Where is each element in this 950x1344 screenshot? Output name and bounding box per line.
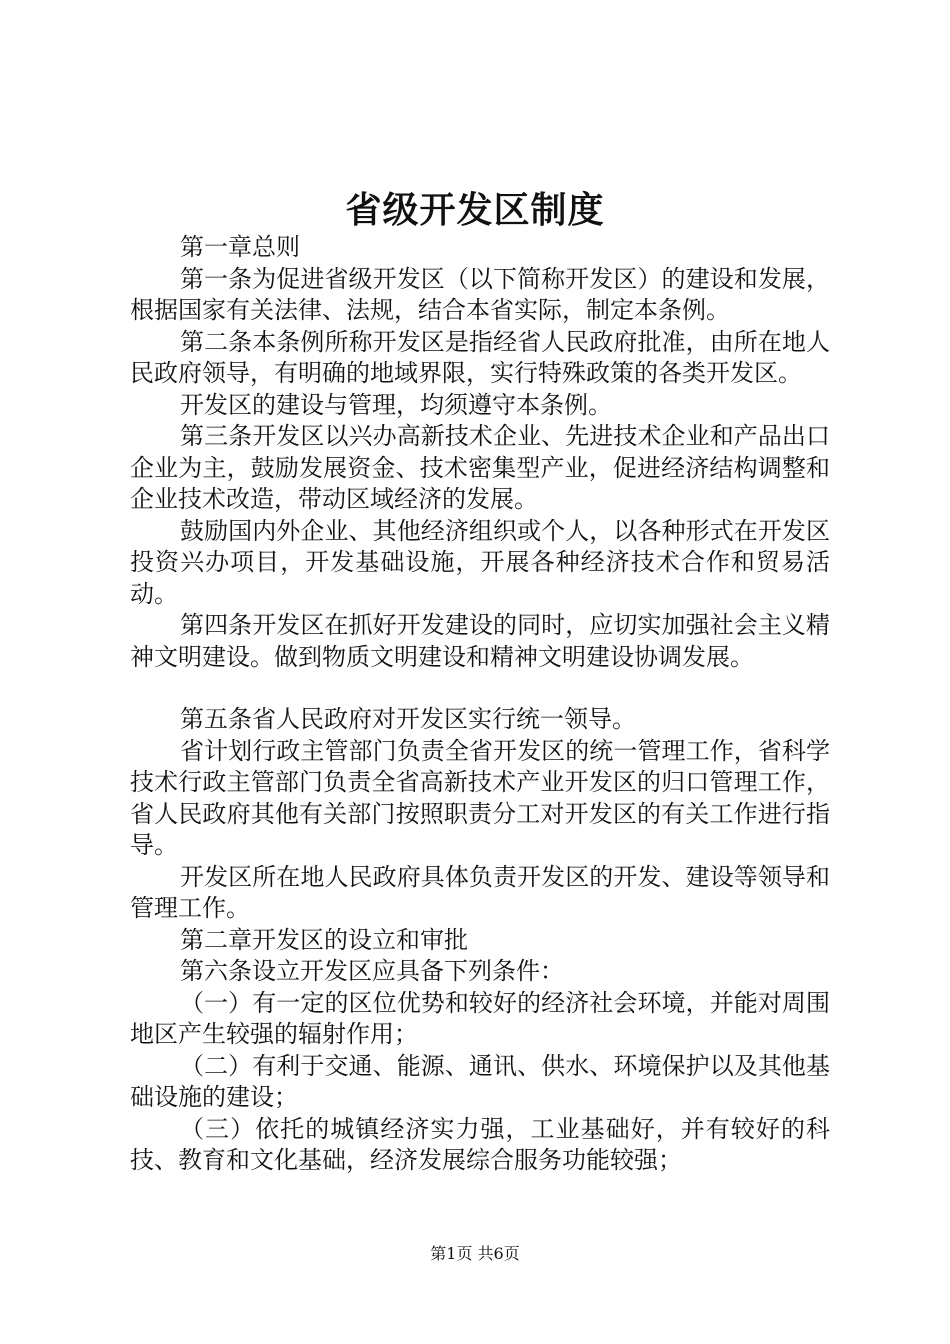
- paragraph: 第二条本条例所称开发区是指经省人民政府批准，由所在地人民政府领导，有明确的地域界限，实行特殊政策的各类开发区。: [130, 327, 830, 387]
- page-number: 第1页 共6页: [430, 1244, 520, 1263]
- document-body: [130, 232, 830, 1177]
- paragraph: 第五条省人民政府对开发区实行统一领导。: [180, 705, 636, 733]
- paragraph: 第四条开发区在抓好开发建设的同时，应切实加强社会主义精神文明建设。做到物质文明建设和精神文明建设协调发展。: [130, 611, 830, 671]
- paragraph: 第三条开发区以兴办高新技术企业、先进技术企业和产品出口企业为主，鼓励发展资金、技术密集型产业，促进经济结构调整和企业技术改造，带动区域经济的发展。: [130, 422, 830, 513]
- paragraph: 第一条为促进省级开发区（以下简称开发区）的建设和发展，根据国家有关法律、法规，结合本省实际，制定本条例。: [130, 264, 830, 324]
- list-item: （二）有利于交通、能源、通讯、供水、环境保护以及其他基础设施的建设；: [130, 1051, 830, 1111]
- paragraph: 省计划行政主管部门负责全省开发区的统一管理工作，省科学技术行政主管部门负责全省高新技术产业开发区的归口管理工作，省人民政府其他有关部门按照职责分工对开发区的有关工作进行指导。: [130, 736, 830, 859]
- paragraph: 第六条设立开发区应具备下列条件：: [180, 957, 564, 985]
- list-item: （一）有一定的区位优势和较好的经济社会环境，并能对周围地区产生较强的辐射作用；: [130, 988, 830, 1048]
- paragraph: 开发区所在地人民政府具体负责开发区的开发、建设等领导和管理工作。: [130, 862, 830, 922]
- list-item: （三）依托的城镇经济实力强，工业基础好，并有较好的科技、教育和文化基础，经济发展综合服务功能较强；: [130, 1114, 830, 1174]
- paragraph: 鼓励国内外企业、其他经济组织或个人，以各种形式在开发区投资兴办项目，开发基础设施，开展各种经济技术合作和贸易活动。: [130, 516, 830, 608]
- document-title: 省级开发区制度: [345, 189, 605, 231]
- chapter-heading: 第一章总则: [180, 233, 300, 261]
- paragraph: 开发区的建设与管理，均须遵守本条例。: [180, 390, 612, 419]
- paragraph-spacer: [130, 673, 830, 704]
- chapter-heading: 第二章开发区的设立和审批: [180, 925, 468, 954]
